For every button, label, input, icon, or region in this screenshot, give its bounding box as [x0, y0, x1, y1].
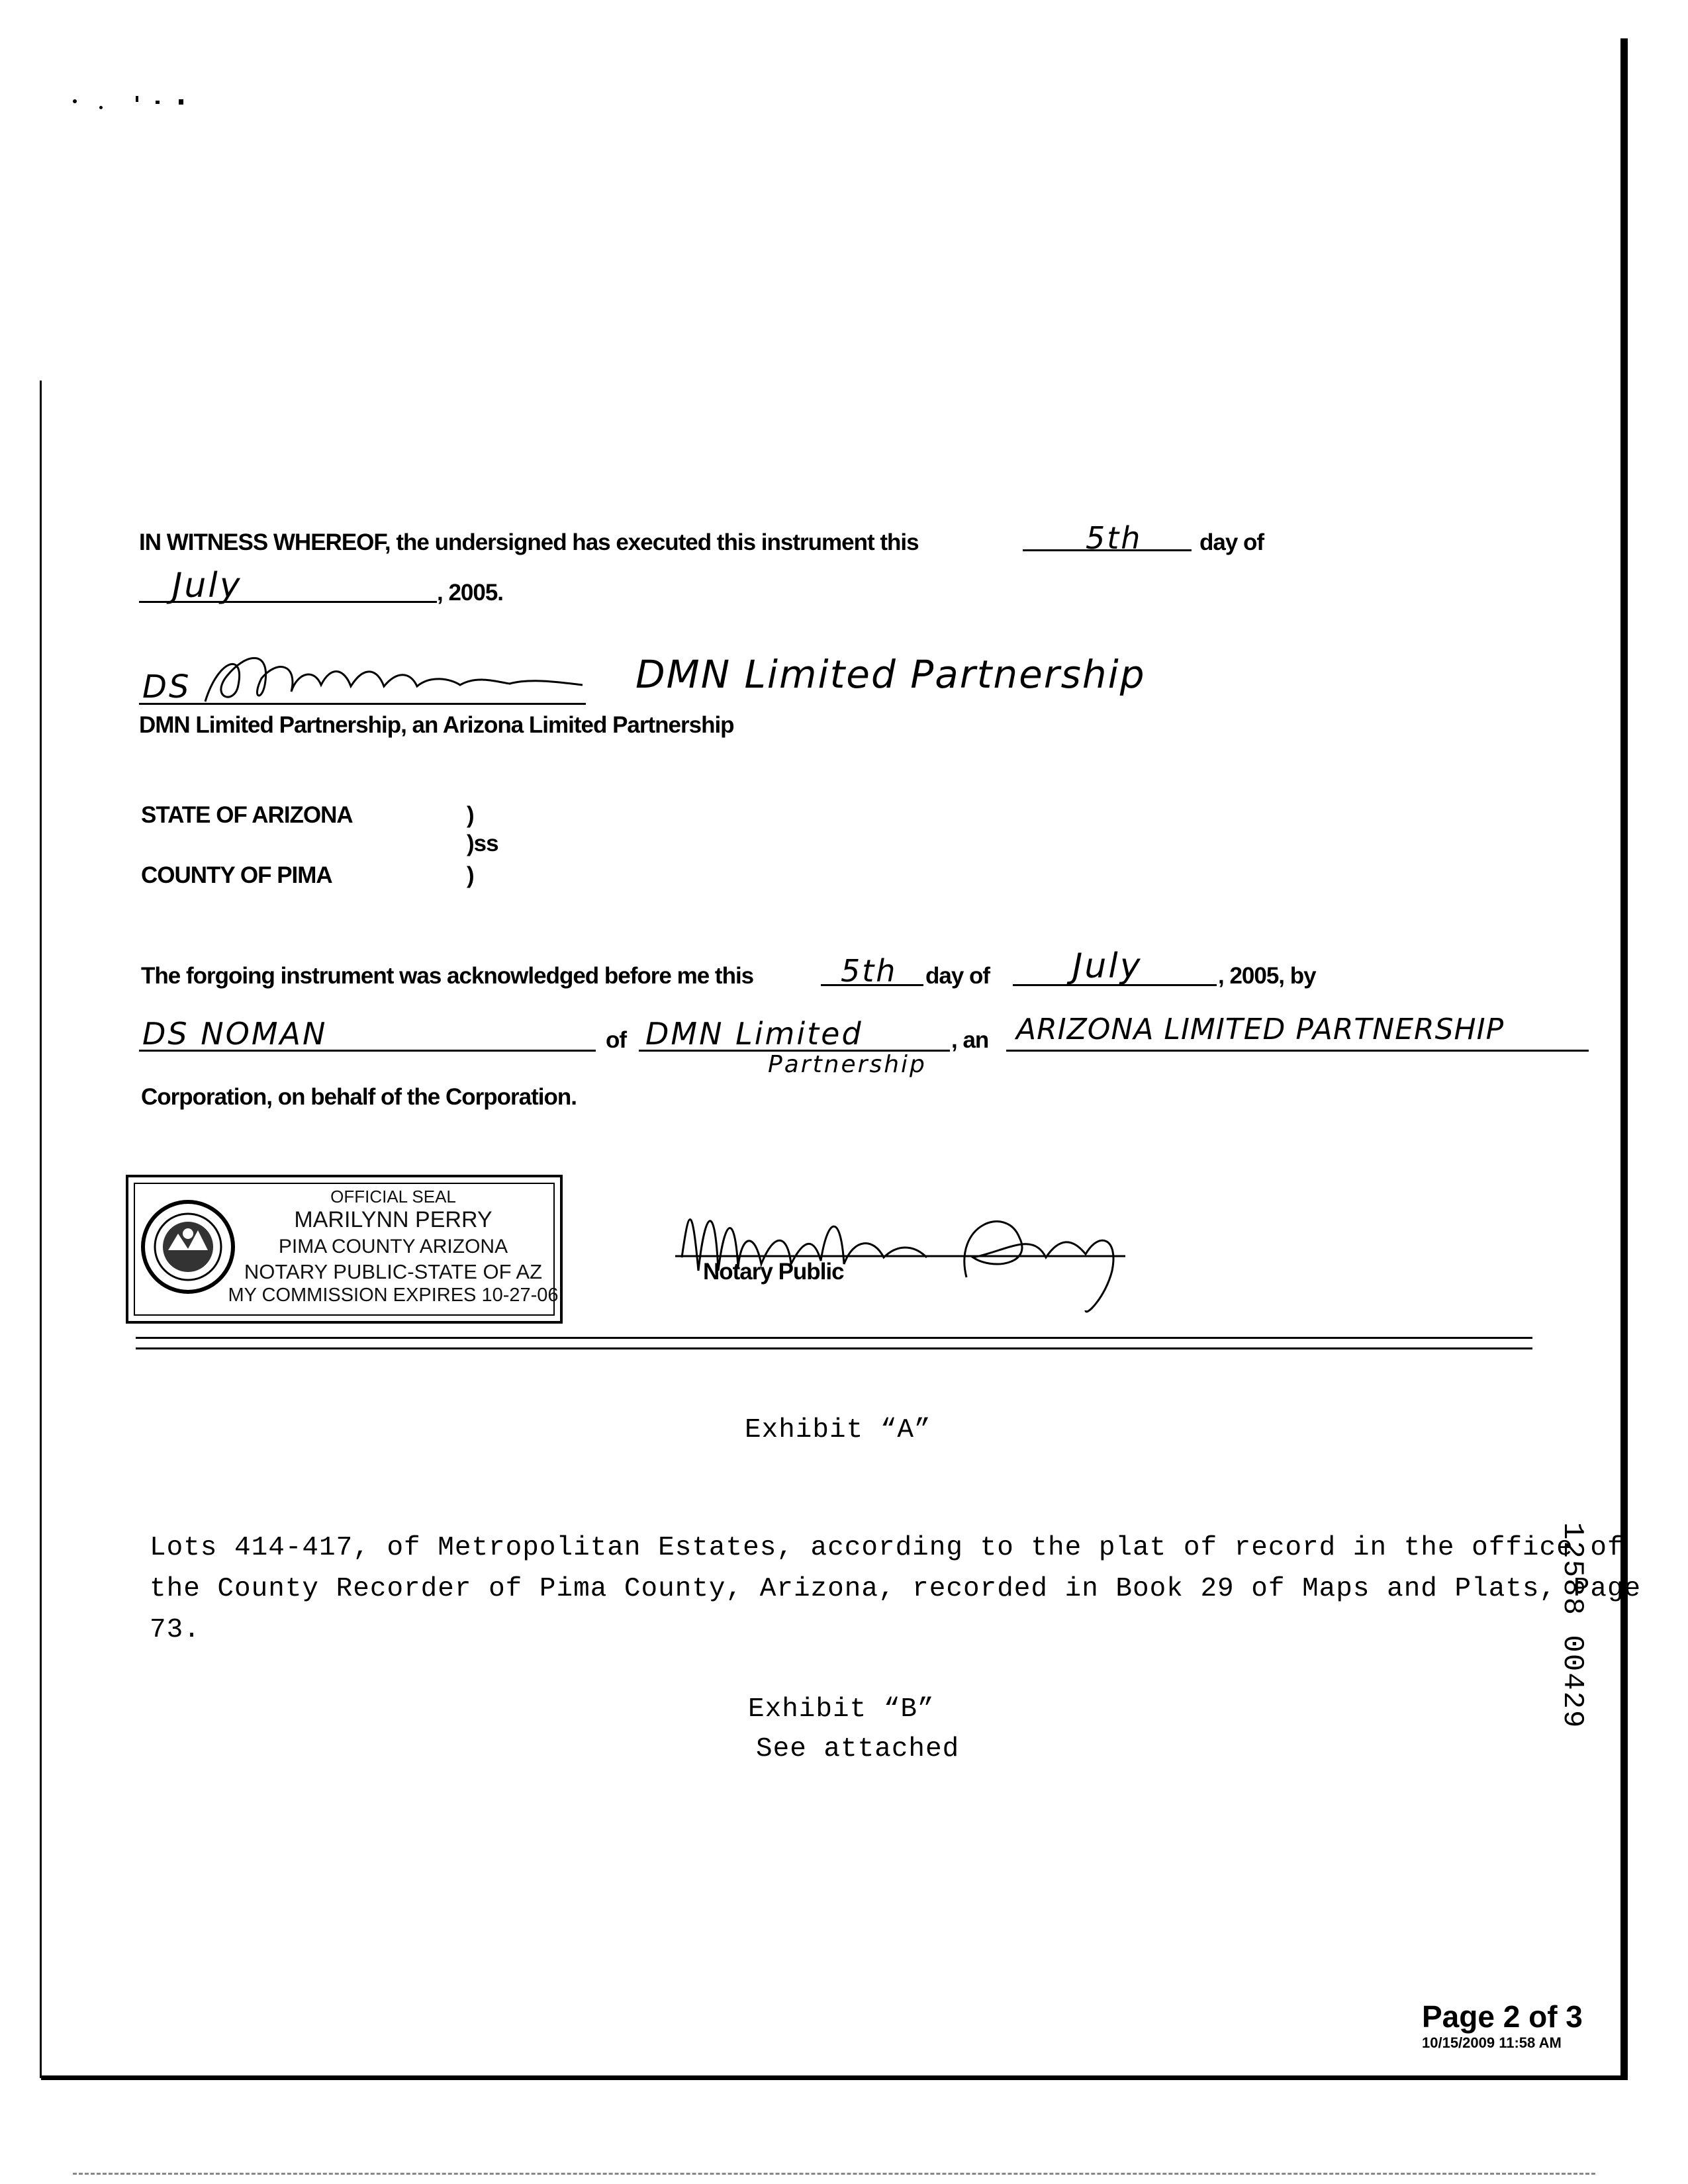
page-border-right [1620, 38, 1628, 2080]
signature-initials: DS [142, 668, 191, 705]
fax-timestamp: 10/15/2009 11:58 AM [1422, 2034, 1562, 2051]
witness-year: , 2005. [437, 580, 504, 606]
exhibit-a-line-1: Lots 414-417, of Metropolitan Estates, according to the plat of record in the office of [150, 1533, 1624, 1563]
recording-number-text: 12588 00429 [1556, 1522, 1589, 1729]
witness-day-of: day of [1199, 529, 1264, 555]
witness-month-handwritten: July [172, 566, 242, 606]
venue-county: COUNTY OF PIMA [141, 862, 332, 888]
ack-month-handwritten: July [1072, 946, 1143, 986]
seal-expires: MY COMMISSION EXPIRES 10-27-06 [228, 1285, 559, 1306]
venue-paren-1: ) [467, 802, 474, 828]
witness-line [139, 529, 919, 556]
exhibit-a-title: Exhibit “A” [745, 1415, 931, 1445]
entity-line: DMN Limited Partnership, an Arizona Limited Partnership [139, 712, 734, 738]
arizona-seal-emblem [138, 1197, 238, 1297]
exhibit-a-line-3: 73. [150, 1615, 201, 1645]
ack-company-handwritten-2: Partnership [768, 1051, 927, 1078]
handwritten-entity: DMN Limited Partnership [635, 652, 1146, 697]
ack-line-1a: The forgoing instrument was acknowledged before me this [141, 963, 754, 989]
seal-county: PIMA COUNTY ARIZONA [278, 1236, 508, 1257]
page-border-bottom [41, 2075, 1628, 2080]
scan-edge-residue [73, 2173, 1595, 2177]
exhibit-b-note: See attached [756, 1734, 960, 1764]
ack-corporation-line: Corporation, on behalf of the Corporation. [141, 1084, 577, 1110]
seal-name: MARILYNN PERRY [294, 1207, 492, 1232]
witness-day-handwritten: 5th [1086, 520, 1143, 556]
ack-of-label: of [606, 1027, 627, 1053]
exhibit-a-line-2: the County Recorder of Pima County, Arizona, recorded in Book 29 of Maps and Plats, Page [150, 1574, 1642, 1604]
ack-signer-handwritten: DS NOMAN [142, 1016, 328, 1052]
page-border-left [40, 381, 42, 2078]
scan-specks [73, 93, 205, 113]
witness-text: IN WITNESS WHEREOF, the undersigned has executed this instrument this [139, 529, 919, 555]
exhibit-b-title: Exhibit “B” [748, 1694, 935, 1725]
separator-rule-1 [136, 1337, 1532, 1339]
venue-state: STATE OF ARIZONA [141, 802, 353, 828]
signer-signature [199, 645, 589, 711]
ack-year: , 2005, by [1218, 963, 1316, 989]
ack-type-handwritten: ARIZONA LIMITED PARTNERSHIP [1016, 1013, 1505, 1046]
ack-an-label: , an [951, 1027, 989, 1053]
notary-seal [126, 1175, 563, 1324]
venue-ss: )ss [467, 831, 498, 856]
page-number: Page 2 of 3 [1422, 1999, 1583, 2034]
venue-paren-2: ) [467, 862, 474, 888]
recording-number [1556, 1522, 1595, 1774]
notary-signature [662, 1171, 1139, 1324]
seal-notary: NOTARY PUBLIC-STATE OF AZ [244, 1260, 543, 1283]
ack-company-handwritten: DMN Limited [645, 1016, 863, 1052]
separator-rule-2 [136, 1347, 1532, 1349]
ack-day-handwritten: 5th [841, 953, 898, 989]
ack-day-of: day of [925, 963, 990, 989]
notary-label: Notary Public [703, 1259, 844, 1285]
seal-title: OFFICIAL SEAL [330, 1187, 456, 1206]
ack-type-blank [1006, 1050, 1589, 1052]
